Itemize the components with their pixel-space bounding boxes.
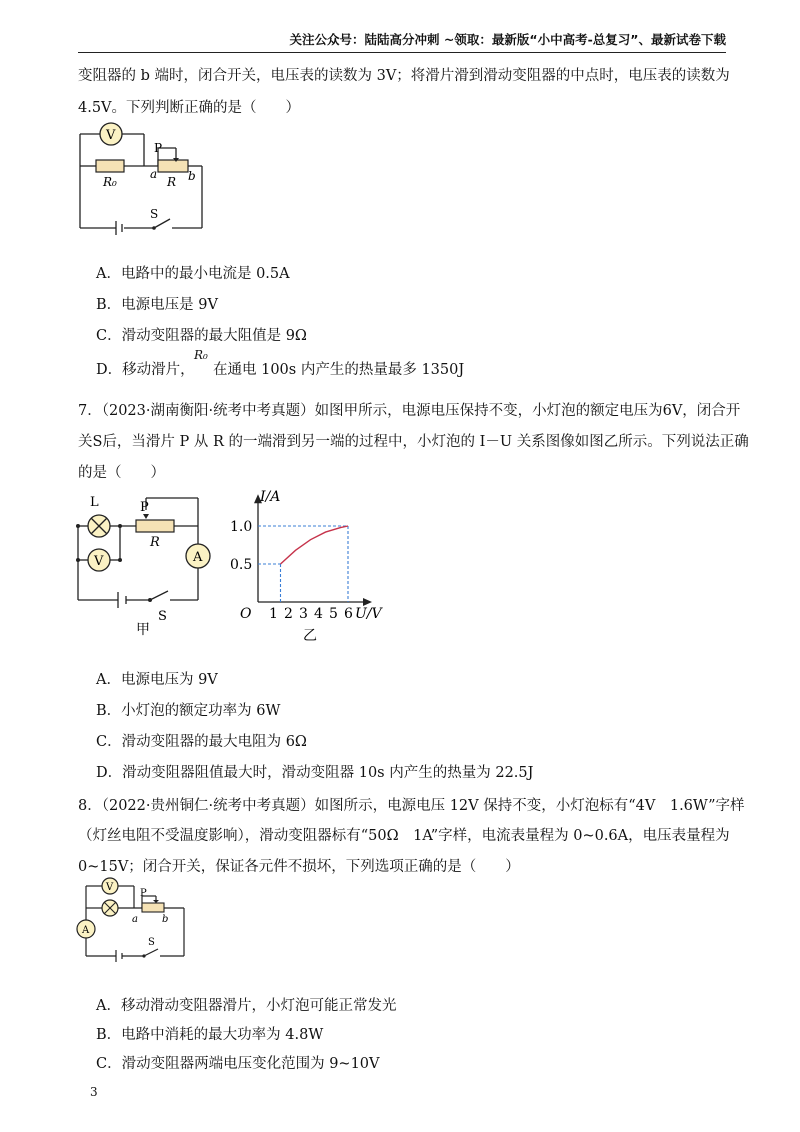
q8-label-p: P — [140, 888, 147, 899]
q8-text-line2: （灯丝电阻不受温度影响），滑动变阻器标有“50Ω 1A”字样，电流表量程为 0~0.6A，电压表量程为 — [78, 828, 730, 844]
x-tick-label-1: 1 — [269, 606, 278, 622]
q7-circuit-diagram — [70, 488, 220, 638]
x-axis-arrow-icon — [363, 598, 372, 606]
switch-pivot — [152, 226, 156, 230]
origin-label: O — [240, 606, 252, 622]
q6-circuit-diagram — [70, 118, 220, 236]
q7-option-c: C．滑动变阻器的最大电阻为 6Ω — [96, 734, 307, 750]
q8-label-s: S — [148, 937, 155, 948]
q7-text-line2: 关S后，当滑片 P 从 R 的一端滑到另一端的过程中，小灯泡的 I－U 关系图像如图乙所示。下列说法正确 — [78, 434, 749, 450]
q6-option-c: C．滑动变阻器的最大阻值是 9Ω — [96, 328, 307, 344]
q7-label-s: S — [158, 609, 167, 624]
q8-text-line1: 8．（2022·贵州铜仁·统考中考真题）如图所示，电源电压 12V 保持不变，小灯泡标有“4V 1.6W”字样 — [78, 798, 745, 814]
q8-option-b: B．电路中消耗的最大功率为 4.8W — [96, 1027, 324, 1043]
q7-label-p: P — [140, 500, 149, 515]
q6-label-r: R — [167, 175, 177, 189]
x-tick-label-5: 5 — [329, 606, 338, 622]
q6-option-d — [96, 358, 195, 379]
x-tick-label-3: 3 — [299, 606, 308, 622]
q6-label-v: V — [106, 128, 116, 143]
q8-label-v: V — [106, 882, 114, 893]
q6-label-s: S — [150, 207, 159, 221]
q6-label-p: P — [154, 141, 163, 155]
series-line-0 — [281, 526, 349, 564]
q8-label-a-end: a — [132, 914, 138, 925]
x-axis-label: U/V — [355, 606, 382, 622]
q8-text-line3: 0~15V；闭合开关，保证各元件不损坏，下列选项正确的是（ ） — [78, 859, 520, 875]
q7-text-line3: 的是（ ） — [78, 465, 165, 481]
page-header: 关注公众号：陆陆高分冲刺 ~领取：最新版“小中高考-总复习”、最新试卷下载 — [78, 30, 726, 53]
q6-label-r0: R₀ — [103, 175, 117, 189]
rheostat-r — [158, 160, 188, 172]
q6-option-d-r0-symbol: R₀ — [194, 348, 208, 362]
q8-option-a: A．移动滑动变阻器滑片，小灯泡可能正常发光 — [96, 998, 397, 1014]
q6-text-line2: 4.5V。下列判断正确的是（ ） — [78, 100, 301, 116]
q6-text-line1: 变阻器的 b 端时，闭合开关，电压表的读数为 3V；将滑片滑到滑动变阻器的中点时，电压表的读数为 — [78, 68, 730, 84]
q6-label-b: b — [188, 169, 196, 183]
q6-option-b: B．电源电压是 9V — [96, 297, 218, 313]
y-tick-label-1.0: 1.0 — [230, 519, 253, 535]
q8-label-b-end: b — [162, 914, 169, 925]
page-number: 3 — [90, 1085, 98, 1099]
q6-label-a: a — [150, 167, 158, 181]
q7-label-r: R — [150, 535, 160, 550]
q7-option-b: B．小灯泡的额定功率为 6W — [96, 703, 281, 719]
x-tick-label-4: 4 — [314, 606, 323, 622]
x-tick-label-2: 2 — [284, 606, 293, 622]
resistor-r0 — [96, 160, 124, 172]
q7-option-d: D．滑动变阻器阻值最大时，滑动变阻器 10s 内产生的热量为 22.5J — [96, 765, 534, 781]
y-tick-label-0.5: 0.5 — [230, 557, 253, 573]
q8-circuit-diagram — [70, 874, 200, 966]
q7-option-a: A．电源电压为 9V — [96, 672, 218, 688]
q8-label-a: A — [82, 925, 90, 936]
q7-label-v: V — [94, 554, 104, 569]
q8-option-c: C．滑动变阻器两端电压变化范围为 9~10V — [96, 1056, 380, 1072]
q7-label-l: L — [90, 495, 99, 510]
q6-option-d-suffix: 在通电 100s 内产生的热量最多 1350J — [213, 362, 465, 378]
q7-text-line1: 7．（2023·湖南衡阳·统考中考真题）如图甲所示，电源电压保持不变，小灯泡的额定电压为6V，闭合开 — [78, 403, 741, 419]
q7-iu-chart — [222, 488, 412, 648]
q7-label-a: A — [193, 550, 203, 565]
chart-caption: 乙 — [303, 628, 317, 644]
rheostat-r — [142, 903, 164, 912]
y-axis-label: I/A — [260, 489, 281, 506]
rheostat-r — [136, 520, 174, 532]
x-tick-label-6: 6 — [344, 606, 353, 622]
q7-caption-jia: 甲 — [136, 622, 150, 638]
q6-option-a: A．电路中的最小电流是 0.5A — [96, 266, 290, 282]
q6-option-d-prefix: D．移动滑片， — [96, 362, 195, 378]
